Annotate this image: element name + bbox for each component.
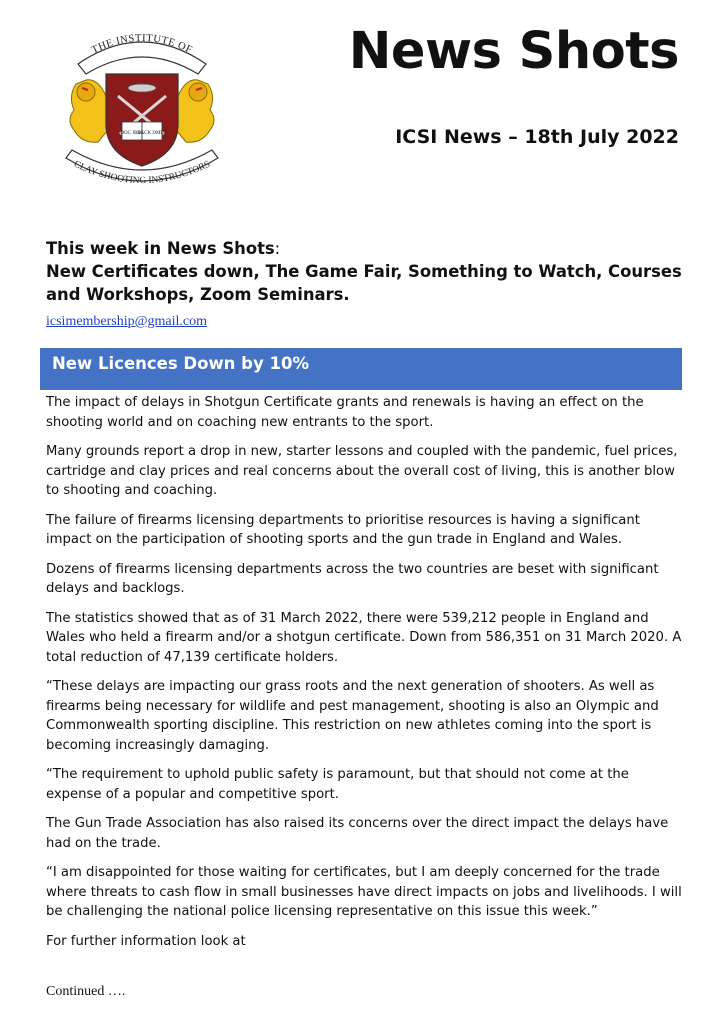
logo-top-text: THE INSTITUTE OF <box>90 32 194 57</box>
article-paragraph: The failure of firearms licensing departments to prioritise resources is having a significant impact on the participation of shooting sports and the gun trade in England and Wales. <box>46 512 640 547</box>
logo-book-right: BACK DMUS <box>137 131 167 136</box>
logo-book-left: DOC JBSC <box>120 131 144 136</box>
article-paragraph: “The requirement to uphold public safety is paramount, but that should not come at the expense of a popular and competitive sport. <box>46 767 629 802</box>
logo-bottom-text: CLAY SHOOTING INSTRUCTORS <box>72 159 212 187</box>
article-paragraph: Dozens of firearms licensing departments across the two countries are beset with significant delays and backlogs. <box>46 561 659 596</box>
article-paragraph: Many grounds report a drop in new, starter lessons and coupled with the pandemic, fuel prices, cartridge and clay prices and real concerns about the overall cost of living, this is another blow to shooting and coaching. <box>46 444 678 498</box>
membership-email-link[interactable]: icsimembership@gmail.com <box>46 314 208 329</box>
section-title: New Licences Down by 10% <box>52 354 309 373</box>
this-week-heading-colon: : <box>274 239 281 258</box>
article-paragraph: The Gun Trade Association has also raised its concerns over the direct impact the delays have had on the trade. <box>46 816 669 851</box>
article-paragraph: “I am disappointed for those waiting for certificates, but I am deeply concerned for the trade where threats to cash flow in small businesses have direct impacts on jobs and livelihoods. I will be challenging the national police licensing representative on this issue this week.” <box>46 865 682 919</box>
issue-date: ICSI News – 18th July 2022 <box>395 126 679 148</box>
continued-note: Continued …. <box>46 984 126 999</box>
this-week-topics: New Certificates down, The Game Fair, Something to Watch, Courses and Workshops, Zoom Seminars. <box>46 262 682 304</box>
section-banner <box>40 348 682 390</box>
icsi-crest-icon <box>52 26 232 194</box>
article-body <box>46 393 686 961</box>
page-title: News Shots <box>348 22 679 81</box>
article-paragraph: The impact of delays in Shotgun Certificate grants and renewals is having an effect on the shooting world and on coaching new entrants to the sport. <box>46 395 644 430</box>
further-info-text: For further information look at <box>46 933 246 949</box>
this-week-heading <box>46 237 686 260</box>
article-paragraph: “These delays are impacting our grass roots and the next generation of shooters. As well as firearms being necessary for wildlife and pest management, shooting is also an Olympic and Commonwealth sporting discipline. This restriction on new athletes coming into the sport is becoming increasingly damaging. <box>46 679 659 753</box>
article-paragraph: The statistics showed that as of 31 March 2022, there were 539,212 people in England and Wales who held a firearm and/or a shotgun certificate. Down from 586,351 on 31 March 2020. A total reduction of 47,139 certificate holders. <box>46 610 682 665</box>
icsi-logo <box>52 26 232 194</box>
this-week-summary <box>46 237 686 306</box>
this-week-heading-text: This week in News Shots <box>46 239 275 258</box>
